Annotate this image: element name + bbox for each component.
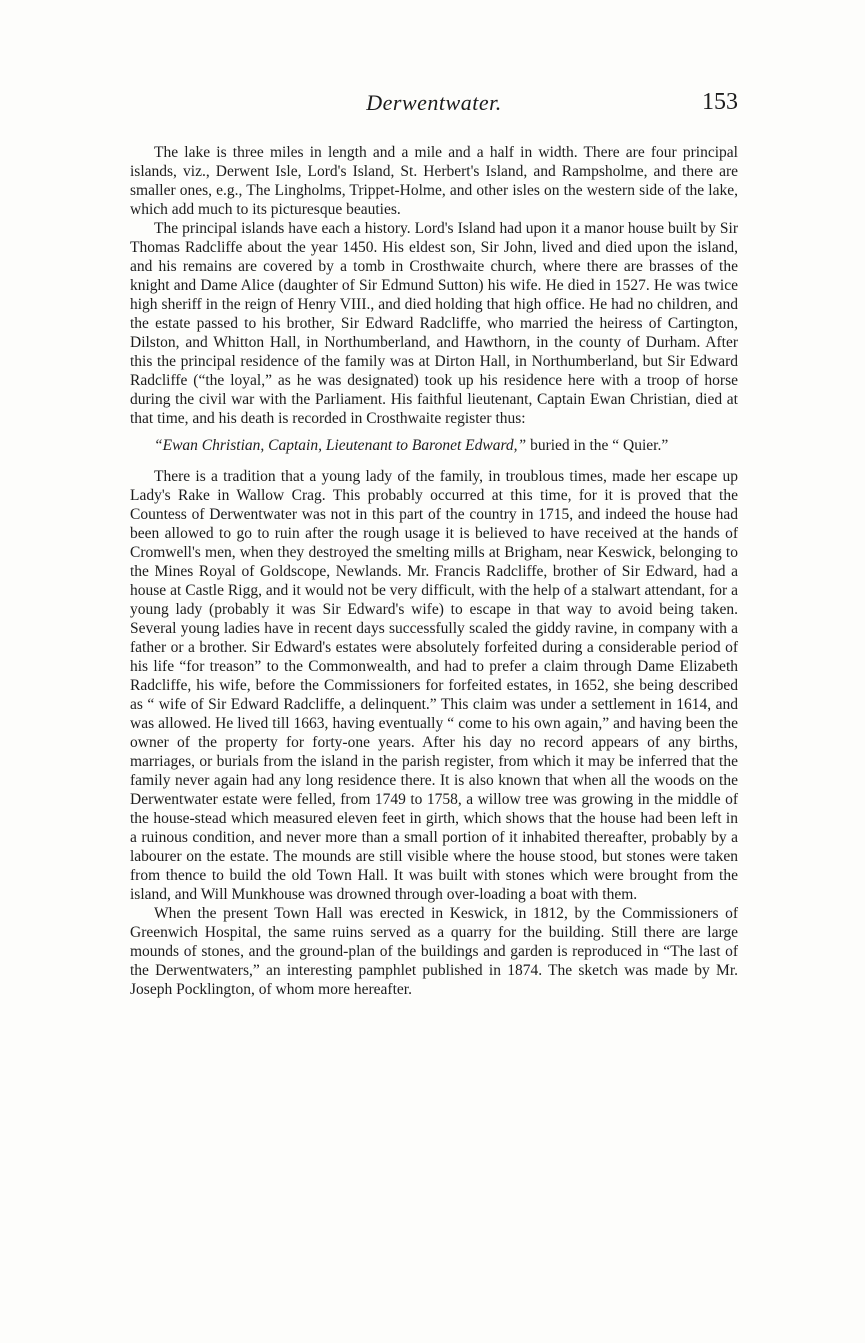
page-number: 153: [702, 89, 738, 115]
quote-italic-text: “Ewan Christian, Captain, Lieutenant to Baronet Edward,”: [154, 437, 527, 454]
paragraph-islands: The lake is three miles in length and a mile and a half in width. There are four principal islands, viz., Derwent Isle, Lord's Island, St. Herbert's Island, and Rampsholme, and there are smaller ones, e.g., The Lingholms, Trippet-Holme, and other isles on the western side of the lake, which add much to its picturesque beauties.: [130, 144, 738, 218]
running-head: [130, 90, 738, 120]
paragraph-tradition: There is a tradition that a young lady of the family, in troublous times, made her escape up Lady's Rake in Wallow Crag. This probably occurred at this time, for it is proved that the Countess of Derwentwater was not in this part of the country in 1715, and indeed the house had been allowed to go to ruin after the rough usage it is believed to have received at the hands of Cromwell's men, when they destroyed the smelting mills at Brigham, near Keswick, belonging to the Mines Royal of Goldscope, Newlands. Mr. Francis Radcliffe, brother of Sir Edward, had a house at Castle Rigg, and it would not be very difficult, with the help of a stalwart attendant, for a young lady (probably it was Sir Edward's wife) to escape in that way to avoid being taken. Several young ladies have in recent days successfully scaled the giddy ravine, in company with a father or a brother. Sir Edward's estates were absolutely forfeited during a considerable period of his life “for treason” to the Commonwealth, and had to prefer a claim through Dame Elizabeth Radcliffe, his wife, before the Commissioners for forfeited estates, in 1652, she being described as “ wife of Sir Edward Radcliffe, a delinquent.” This claim was under a settlement in 1614, and was allowed. He lived till 1663, having eventually “ come to his own again,” and having been the owner of the property for forty-one years. After his day no record appears of any births, marriages, or burials from the island in the parish register, from which it may be inferred that the family never again had any long residence there. It is also known that when all the woods on the Derwentwater estate were felled, from 1749 to 1758, a willow tree was growing in the middle of the house-stead which measured eleven feet in girth, which shows that the house had been left in a ruinous condition, and never more than a small portion of it inhabited thereafter, probably by a labourer on the estate. The mounds are still visible where the house stood, but stones were taken from thence to build the old Town Hall. It was built with stones which were brought from the island, and Will Munkhouse was drowned through over-loading a boat with them.: [130, 468, 738, 903]
paragraph-history: The principal islands have each a history. Lord's Island had upon it a manor house built by Sir Thomas Radcliffe about the year 1450. His eldest son, Sir John, lived and died upon the island, and his remains are covered by a tomb in Crosthwaite church, where there are brasses of the knight and Dame Alice (daughter of Sir Edmund Sutton) his wife. He died in 1527. He was twice high sheriff in the reign of Henry VIII., and died holding that high office. He had no children, and the estate passed to his brother, Sir Edward Radcliffe, who married the heiress of Cartington, Dilston, and Whitton Hall, in Northumberland, and Hawthorn, in the county of Durham. After this the principal residence of the family was at Dirton Hall, in Northumberland, but Sir Edward Radcliffe (“the loyal,” as he was designated) took up his residence here with a troop of horse during the civil war with the Parliament. His faithful lieutenant, Captain Ewan Christian, died at that time, and his death is recorded in Crosthwaite register thus:: [130, 220, 738, 427]
body-text: [130, 143, 738, 999]
register-quote: [130, 436, 738, 455]
paragraph-town-hall: When the present Town Hall was erected in Keswick, in 1812, by the Commissioners of Greenwich Hospital, the same ruins served as a quarry for the building. Still there are large mounds of stones, and the ground-plan of the buildings and garden is reproduced in “The last of the Derwentwaters,” an interesting pamphlet published in 1874. The sketch was made by Mr. Joseph Pocklington, of whom more hereafter.: [130, 905, 738, 998]
page-title: Derwentwater.: [366, 90, 502, 115]
quote-rest-text: buried in the “ Quier.”: [526, 437, 669, 454]
